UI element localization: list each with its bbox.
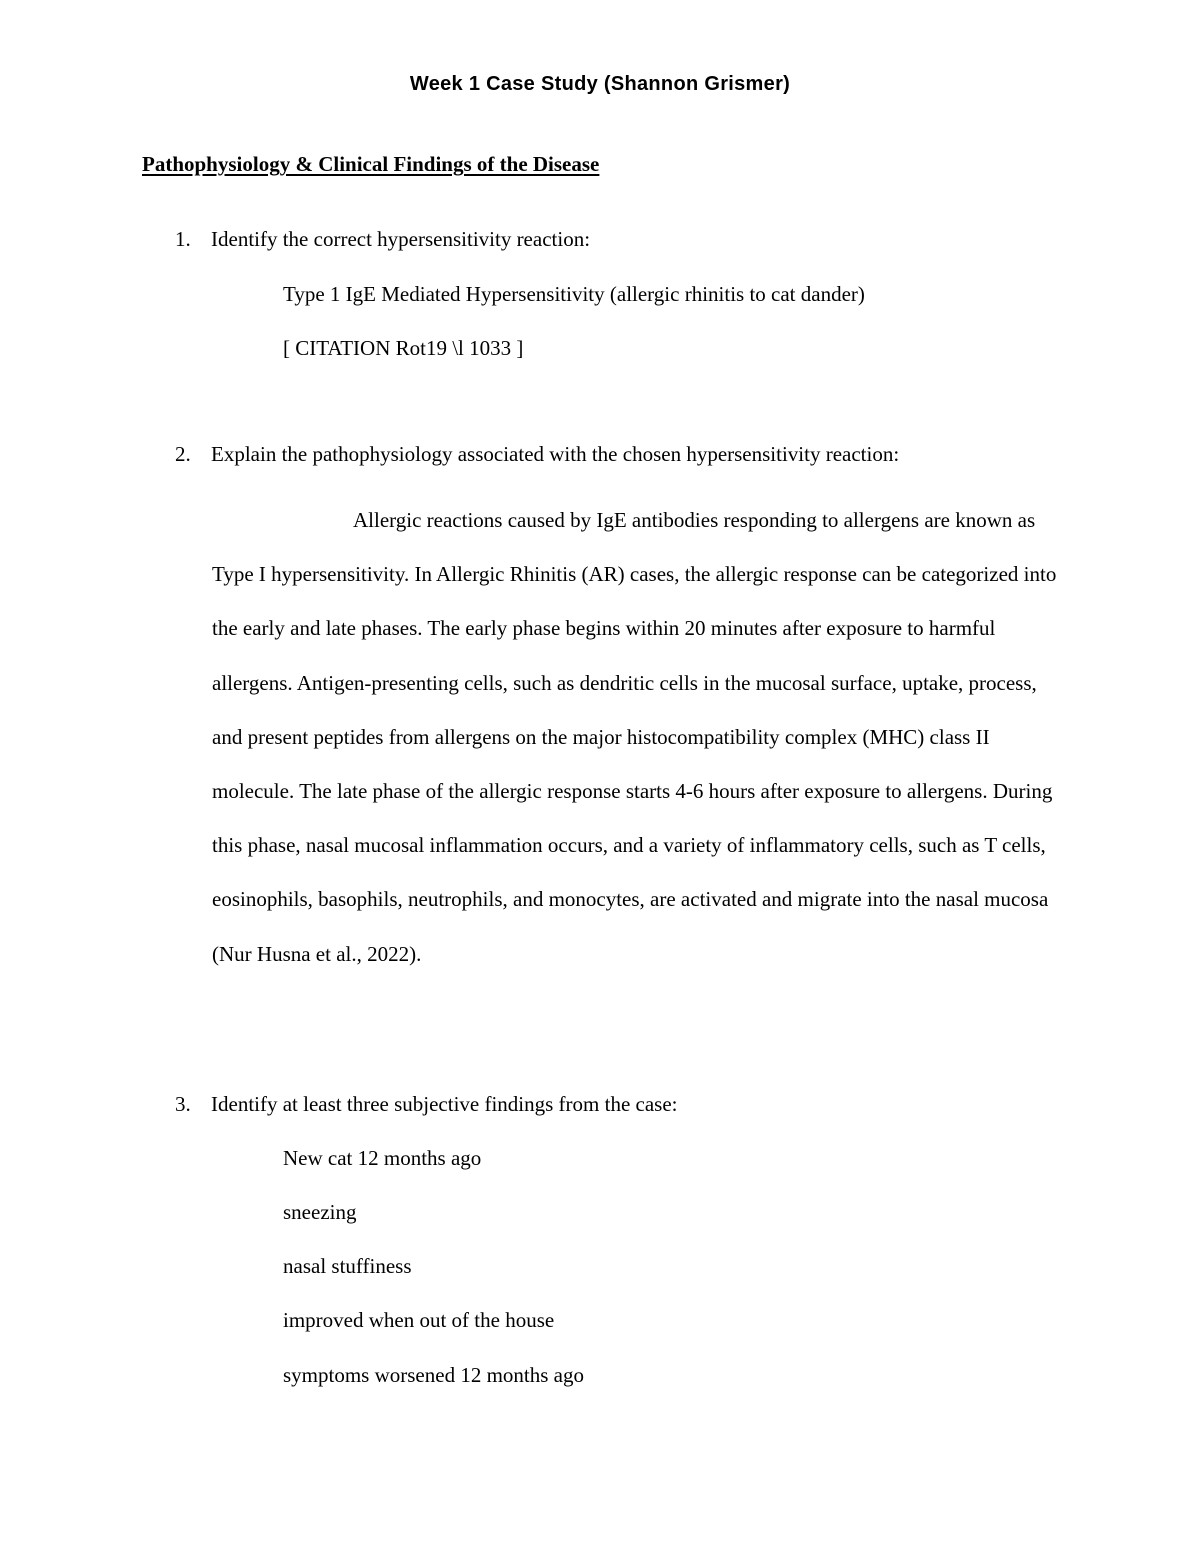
question-prompt: Identify the correct hypersensitivity reaction:: [211, 227, 591, 251]
pathophysiology-paragraph: Allergic reactions caused by IgE antibodies responding to allergens are known as Type I hypersensitivity. In Allergic Rhinitis (AR) cases, the allergic response can be categorized into the early and late phases. The early phase begins within 20 minutes after exposure to harmful allergens. Antigen-presenting cells, such as dendritic cells in the mucosal surface, uptake, process, and present peptides from allergens on the major histocompatibility complex (MHC) class II molecule. The late phase of the allergic response starts 4-6 hours after exposure to allergens. During this phase, nasal mucosal inflammation occurs, and a variety of inflammatory cells, such as T cells, eosinophils, basophils, neutrophils, and monocytes, are activated and migrate into the nasal mucosa (Nur Husna et al., 2022).: [212, 508, 1057, 966]
question-number: 1.: [175, 227, 191, 251]
finding-item: New cat 12 months ago: [283, 1146, 482, 1170]
citation-field: [ CITATION Rot19 \l 1033 ]: [283, 336, 524, 360]
question-prompt: Explain the pathophysiology associated with the chosen hypersensitivity reaction:: [211, 442, 900, 466]
finding-item: improved when out of the house: [283, 1308, 555, 1332]
question-prompt: Identify at least three subjective findings from the case:: [211, 1092, 678, 1116]
question-number: 3.: [175, 1092, 191, 1116]
question-1: [175, 225, 590, 253]
question-number: 2.: [175, 442, 191, 466]
question-3: [175, 1090, 678, 1118]
finding-item: nasal stuffiness: [283, 1254, 412, 1278]
finding-item: symptoms worsened 12 months ago: [283, 1363, 584, 1387]
answer-line: Type 1 IgE Mediated Hypersensitivity (allergic rhinitis to cat dander): [283, 282, 865, 306]
section-heading: Pathophysiology & Clinical Findings of the Disease: [142, 152, 600, 176]
question-2: [175, 440, 899, 468]
finding-item: sneezing: [283, 1200, 357, 1224]
document-title: Week 1 Case Study (Shannon Grismer): [409, 73, 791, 95]
